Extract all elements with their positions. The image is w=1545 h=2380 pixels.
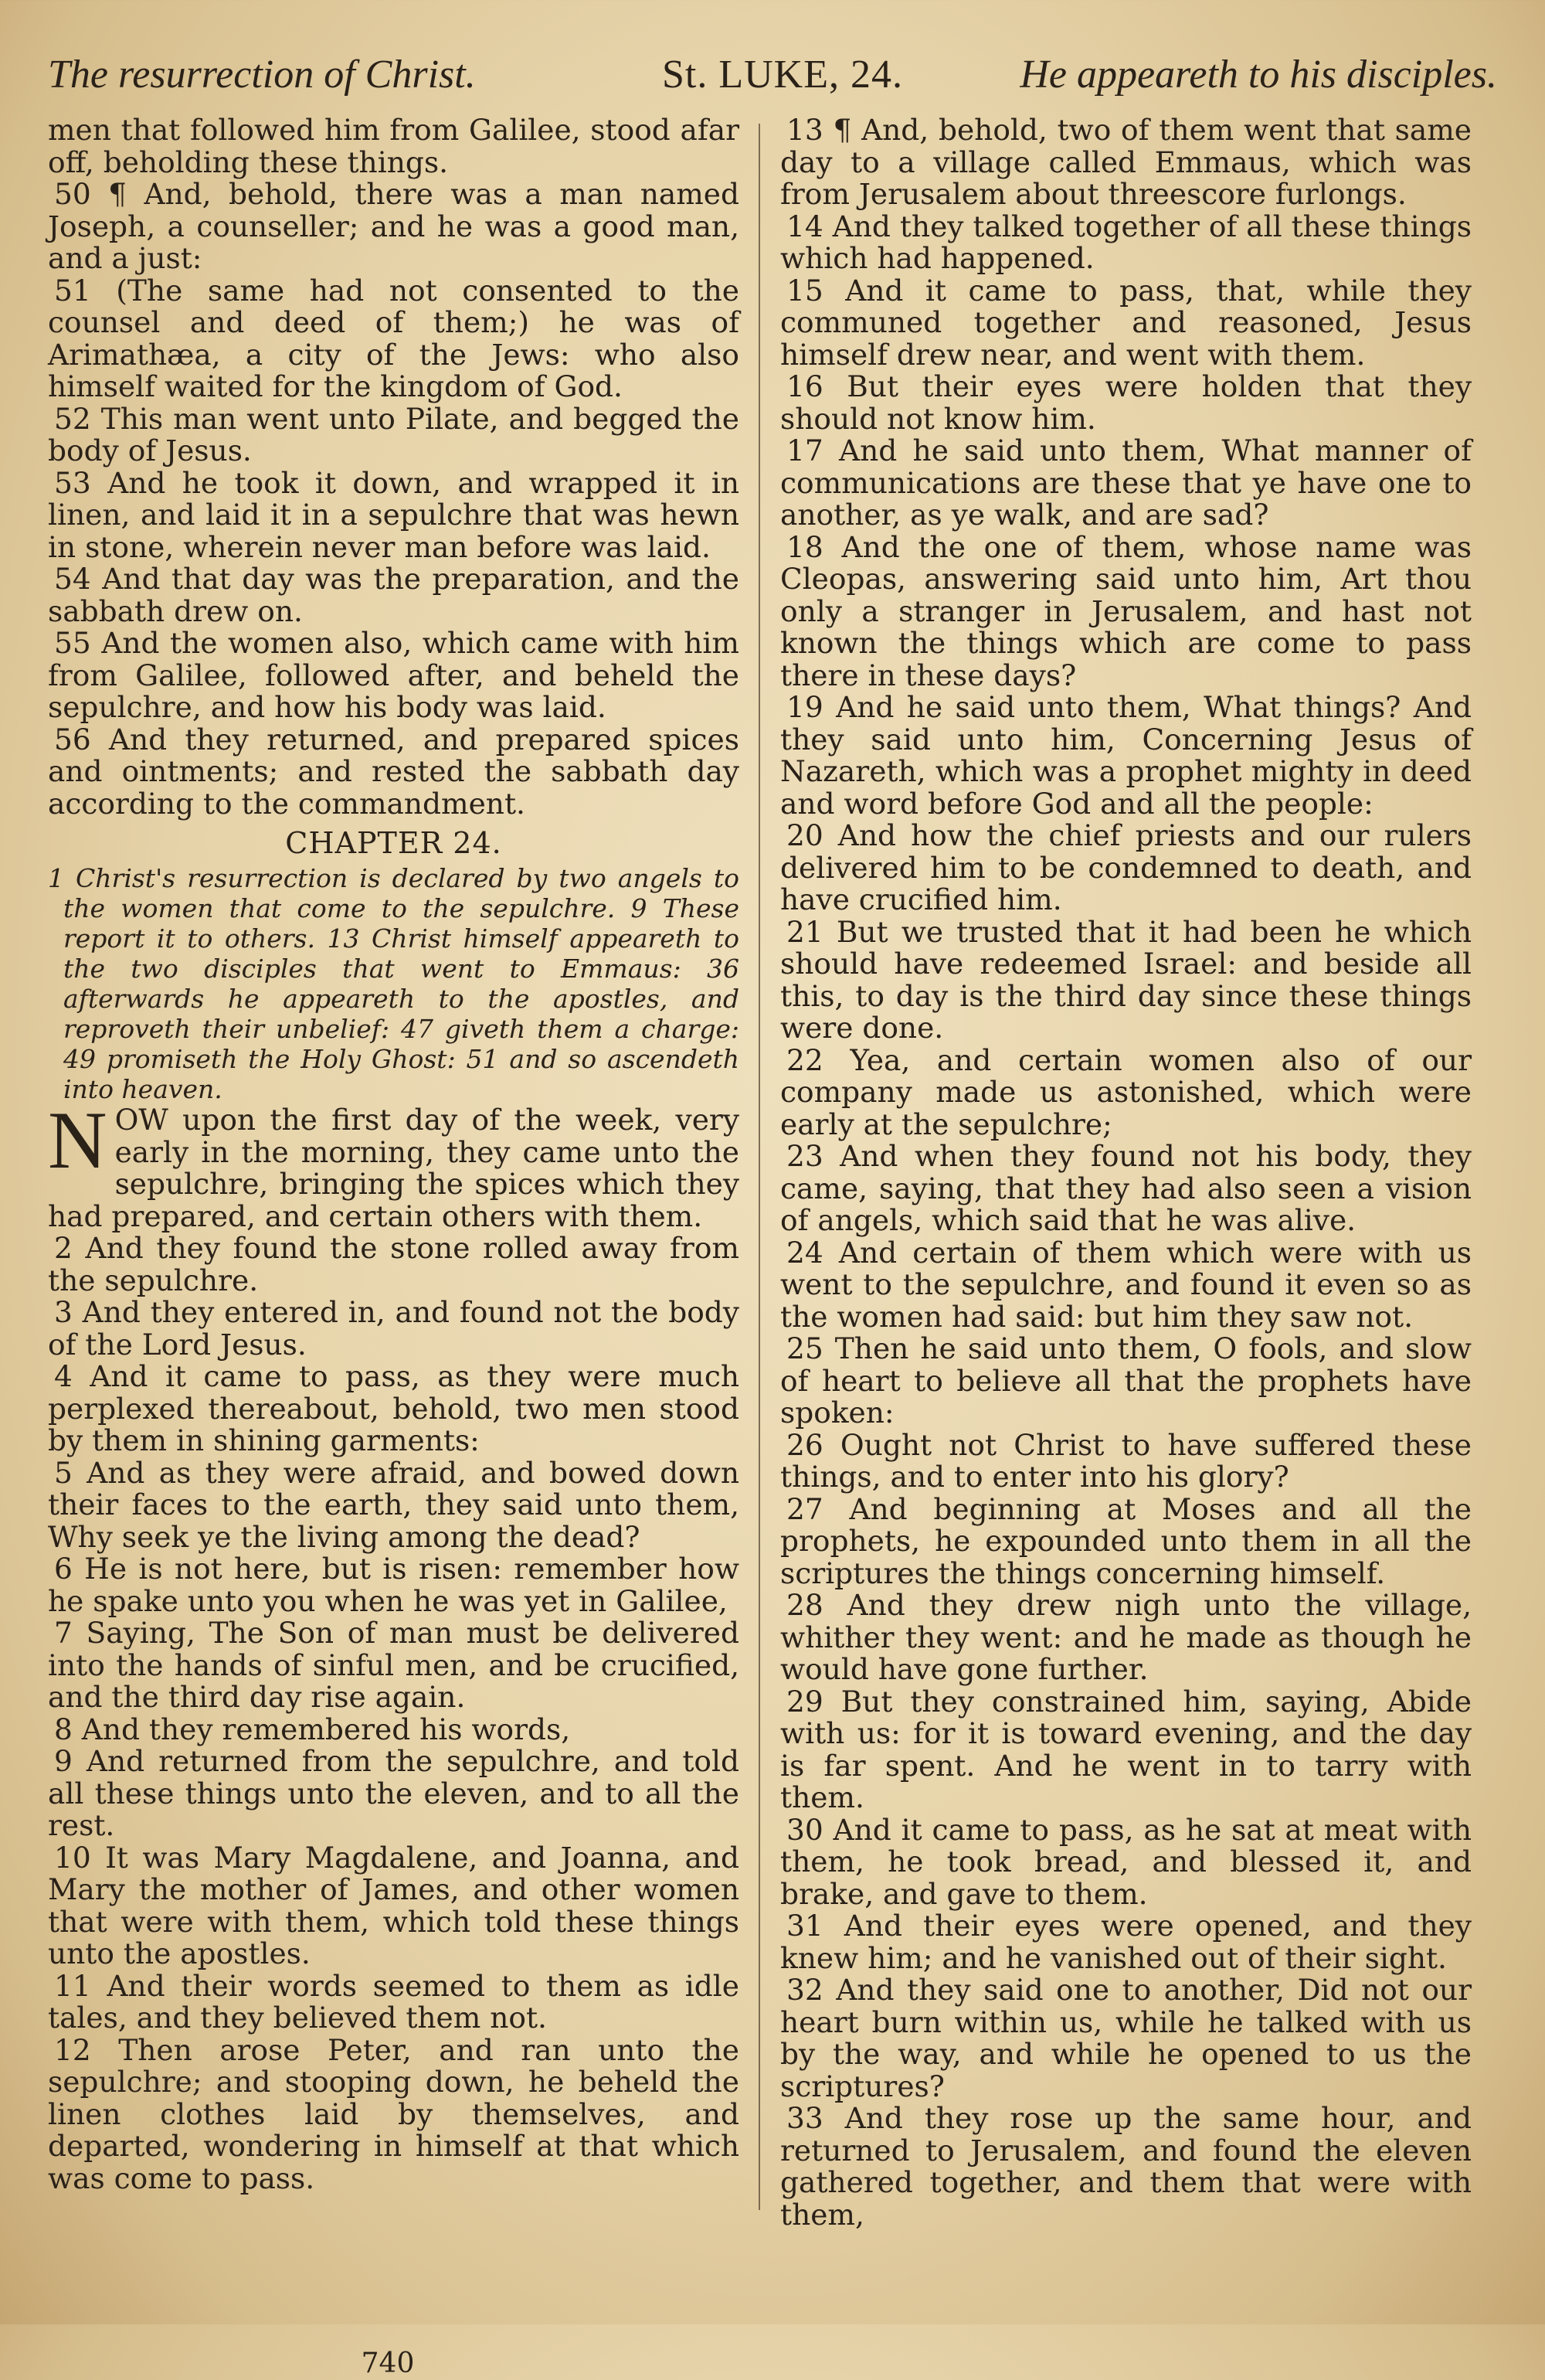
verse-53: 53 And he took it down, and wrapped it in linen, and laid it in a sepulchre that was hewn in stone, wherein never man before was laid.	[48, 465, 739, 564]
verse-27: 27 And beginning at Moses and all the prophets, he expounded unto them in all the scriptures the things concerning himself.	[780, 1491, 1472, 1590]
verse-29: 29 But they constrained him, saying, Abide with us: for it is toward evening, and the day is far spent. And he went in to tarry with them.	[780, 1684, 1472, 1814]
header-book-chapter: St. LUKE, 24.	[662, 53, 903, 97]
verse-1	[48, 1095, 739, 1233]
verse-54: 54 And that day was the preparation, and the sabbath drew on.	[48, 562, 739, 628]
verse-13: 13 ¶ And, behold, two of them went that same day to a village called Emmaus, which was from Jerusalem about threescore furlongs.	[780, 113, 1472, 211]
verse-17: 17 And he said unto them, What manner of communications are these that ye have one to another, as ye walk, and are sad?	[780, 434, 1472, 532]
verse-52: 52 This man went unto Pilate, and begged the body of Jesus.	[48, 401, 739, 468]
verse-50: 50 ¶ And, behold, there was a man named Joseph, a counseller; and he was a good man, and a just:	[48, 177, 739, 275]
verse-8: 8 And they remembered his words,	[54, 1712, 571, 1746]
verse-33: 33 And they rose up the same hour, and returned to Jerusalem, and found the eleven gathered together, and them that were with them,	[780, 2101, 1472, 2232]
verse-16: 16 But their eyes were holden that they should not know him.	[780, 369, 1472, 436]
verse-18: 18 And the one of them, whose name was Cleopas, answering said unto him, Art thou only a stranger in Jerusalem, and hast not known the things which are come to pass there in these days?	[780, 529, 1472, 692]
verse-30: 30 And it came to pass, as he sat at meat with them, he took bread, and blessed it, and brake, and gave to them.	[780, 1812, 1472, 1911]
verse-4: 4 And it came to pass, as they were much perplexed thereabout, behold, two men stood by them in shining garments:	[48, 1359, 739, 1457]
verse-23: 23 And when they found not his body, they came, saying, that they had also seen a vision of angels, which said that he was alive.	[780, 1139, 1472, 1237]
verse-6: 6 He is not here, but is risen: remember how he spake unto you when he was yet in Galilee,	[48, 1552, 739, 1618]
verse-5: 5 And as they were afraid, and bowed down their faces to the earth, they said unto them, Why seek ye the living among the dead?	[48, 1455, 739, 1554]
verse-31: 31 And their eyes were opened, and they knew him; and he vanished out of their sight.	[780, 1909, 1472, 1975]
verse-11: 11 And their words seemed to them as idle tales, and they believed them not.	[48, 1968, 739, 2035]
verse-14: 14 And they talked together of all these things which had happened.	[780, 209, 1472, 275]
header-left-title: The resurrection of Christ.	[48, 53, 476, 97]
verse-24: 24 And certain of them which were with us went to the sepulchre, and found it even so as the women had said: but him they saw not.	[780, 1235, 1472, 1334]
verse-32: 32 And they said one to another, Did not our heart burn within us, while he talked with us by the way, and while he opened to us the scriptures?	[780, 1973, 1472, 2103]
verse-55: 55 And the women also, which came with him from Galilee, followed after, and beheld the sepulchre, and how his body was laid.	[48, 626, 739, 724]
header-right-title: He appeareth to his disciples.	[1020, 53, 1497, 97]
verse-15: 15 And it came to pass, that, while they communed together and reasoned, Jesus himself drew near, and went with them.	[780, 273, 1472, 372]
verse-21: 21 But we trusted that it had been he which should have redeemed Israel: and beside all this, to day is the third day since these things were done.	[780, 914, 1472, 1045]
left-column	[48, 113, 739, 2379]
verse-2: 2 And they found the stone rolled away from the sepulchre.	[48, 1231, 739, 1297]
verse-7: 7 Saying, The Son of man must be delivered into the hands of sinful men, and be crucified, and the third day rise again.	[48, 1616, 739, 1714]
verse-56: 56 And they returned, and prepared spices and ointments; and rested the sabbath day according to the commandment.	[48, 722, 739, 821]
verse-3: 3 And they entered in, and found not the body of the Lord Jesus.	[48, 1295, 739, 1362]
verse-20: 20 And how the chief priests and our rulers delivered him to be condemned to death, and have crucified him.	[780, 818, 1472, 916]
verse-28: 28 And they drew nigh unto the village, whither they went: and he made as though he would have gone further.	[780, 1588, 1472, 1686]
drop-cap: N	[48, 1095, 107, 1185]
verse-10: 10 It was Mary Magdalene, and Joanna, and Mary the mother of James, and other women that were with them, which told these things unto the apostles.	[48, 1840, 739, 1970]
page-number: 740	[361, 2348, 415, 2379]
running-header	[48, 48, 1497, 102]
verse-1-text: OW upon the first day of the week, very early in the morning, they came unto the sepulchre, bringing the spices which they had prepared, and certain others with them.	[48, 1103, 739, 1233]
verse-26: 26 Ought not Christ to have suffered these things, and to enter into his glory?	[780, 1427, 1472, 1494]
verse-12: 12 Then arose Peter, and ran unto the sepulchre; and stooping down, he beheld the linen clothes laid by themselves, and departed, wondering in himself at that which was come to pass.	[48, 2032, 739, 2195]
column-divider	[759, 124, 760, 2210]
chapter-summary: 1 Christ's resurrection is declared by two angels to the women that come to the sepulchre. 9 These report it to others. 13 Christ himself appeareth to the two disciples that went to Emmaus: 36 afterwards he appeareth to the apostles, and reproveth their unbelief: 47 giveth them a charge: 49 promiseth the Holy Ghost: 51 and so ascendeth into heaven.	[48, 863, 739, 1104]
verse-51: 51 (The same had not consented to the counsel and deed of them;) he was of Arimathæa, a city of the Jews: who also himself waited for the kingdom of God.	[48, 273, 739, 403]
verse-22: 22 Yea, and certain women also of our company made us astonished, which were early at the sepulchre;	[780, 1042, 1472, 1141]
right-column	[780, 114, 1472, 2231]
verse-25: 25 Then he said unto them, O fools, and slow of heart to believe all that the prophets have spoken:	[780, 1331, 1472, 1430]
verse-9: 9 And returned from the sepulchre, and told all these things unto the eleven, and to all the rest.	[48, 1744, 739, 1842]
verse-19: 19 And he said unto them, What things? And they said unto him, Concerning Jesus of Nazareth, which was a prophet mighty in deed and word before God and all the people:	[780, 690, 1472, 821]
verse-continuation: men that followed him from Galilee, stood afar off, beholding these things.	[48, 113, 739, 179]
chapter-title: CHAPTER 24.	[285, 826, 502, 860]
